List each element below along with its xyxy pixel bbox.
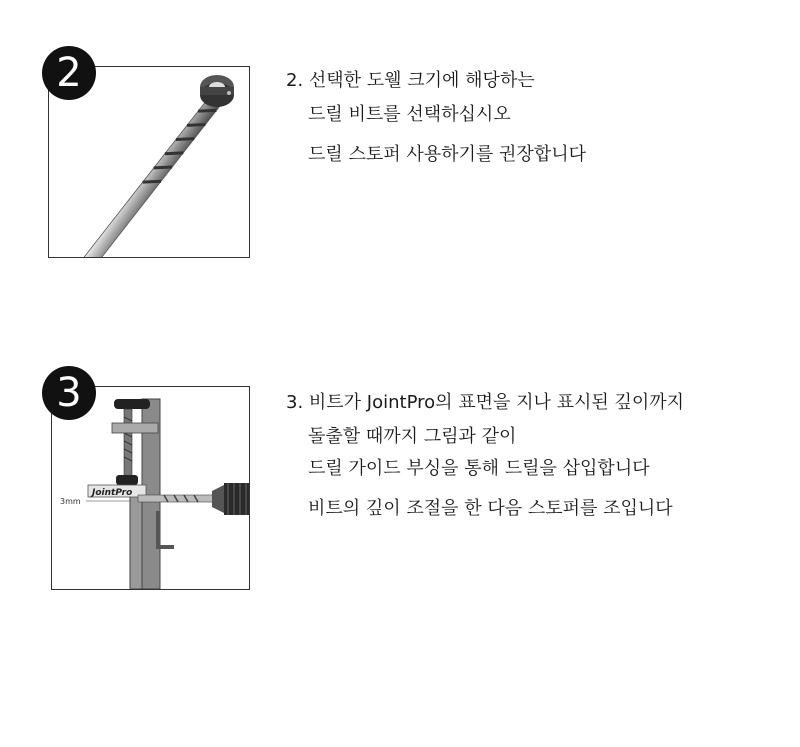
jointpro-label: JointPro	[92, 488, 133, 498]
step-2	[0, 0, 800, 300]
step-3	[0, 360, 800, 620]
step-2-line-3: 드릴 스토퍼 사용하기를 권장합니다	[308, 144, 586, 165]
step-3-line-4: 비트의 깊이 조절을 한 다음 스토퍼를 조입니다	[308, 498, 673, 519]
step-3-line-3: 드릴 가이드 부싱을 통해 드릴을 삽입합니다	[308, 458, 650, 479]
jointpro-drilling-image	[52, 387, 249, 589]
step-2-line-2: 드릴 비트를 선택하십시오	[308, 104, 511, 125]
step-3-instructions	[286, 392, 786, 552]
step-3-line-1: 3. 비트가 JointPro의 표면을 지나 표시된 깊이까지	[286, 392, 685, 413]
step-2-number-badge: 2	[42, 46, 96, 100]
step-2-instructions	[286, 70, 766, 180]
measure-3mm-label: 3mm	[60, 497, 81, 506]
step-3-number-badge: 3	[42, 366, 96, 420]
step-2-line-1: 2. 선택한 도웰 크기에 해당하는	[286, 70, 535, 91]
drill-stopper-icon	[200, 75, 234, 107]
step-3-line-2: 돌출할 때까지 그림과 같이	[308, 426, 517, 447]
